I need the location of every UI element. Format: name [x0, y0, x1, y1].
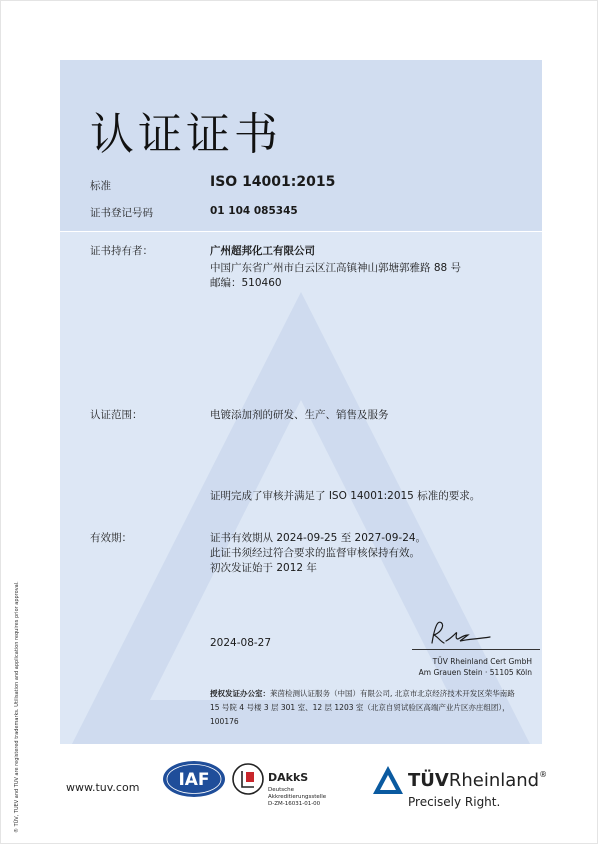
- validity-label: 有效期：: [90, 532, 132, 544]
- validity-condition: 此证书须经过符合要求的监督审核保持有效。: [210, 547, 420, 559]
- signature-line: [412, 649, 540, 650]
- authorized-office-line2: 15 号院 4 号楼 3 层 301 室、12 层 1203 室（北京自贸试验区高端产业片区亦庄组团），: [210, 703, 510, 712]
- dakks-line2: Akkreditierungsstelle: [268, 794, 327, 800]
- scope-value: 电镀添加剂的研发、生产、销售及服务: [210, 409, 389, 421]
- tuv-triangle-icon: [372, 765, 404, 795]
- trademark-note: ® TÜV, TUEV and TUV are registered trademarks. Utilisation and application requires prior approval.: [14, 581, 20, 833]
- scope-label: 认证范围：: [90, 409, 143, 421]
- authorized-office-line1: 莱茵检测认证服务（中国）有限公司, 北京市北京经济技术开发区荣华南路: [270, 689, 515, 698]
- certificate-sheet: [60, 60, 542, 744]
- dakks-logo: [230, 762, 266, 796]
- iaf-logo-text: IAF: [178, 770, 210, 790]
- standard-value: ISO 14001:2015: [210, 174, 336, 190]
- issuer-name: TÜV Rheinland Cert GmbH: [432, 657, 532, 666]
- issuer-address: Am Grauen Stein · 51105 Köln: [418, 668, 532, 677]
- tuv-wordmark-rest: Rheinland: [448, 770, 540, 791]
- tuv-wordmark-bold: TÜV: [408, 770, 449, 791]
- issue-date: 2024-08-27: [210, 637, 272, 649]
- website-link[interactable]: www.tuv.com: [66, 781, 140, 794]
- dakks-name: DAkkS: [268, 771, 309, 784]
- dakks-line1: Deutsche: [268, 787, 295, 793]
- first-issue: 初次发证始于 2012 年: [210, 562, 317, 574]
- registration-number-value: 01 104 085345: [210, 205, 298, 217]
- holder-label: 证书持有者：: [90, 245, 153, 257]
- certificate-title: 认证证书: [90, 109, 282, 160]
- authorized-office-label: 授权发证办公室：: [210, 689, 270, 698]
- signature: [428, 619, 492, 649]
- tuv-tagline: Precisely Right.: [408, 795, 501, 809]
- holder-address: 中国广东省广州市白云区江高镇神山郭塘郭雅路 88 号: [210, 262, 462, 274]
- registration-number-label: 证书登记号码: [90, 207, 153, 219]
- registered-mark: ®: [539, 770, 548, 779]
- standard-label: 标准: [90, 180, 111, 192]
- dakks-line3: D-ZM-16031-01-00: [268, 801, 321, 807]
- tuv-rheinland-wordmark: [408, 770, 547, 791]
- conformity-statement: 证明完成了审核并满足了 ISO 14001:2015 标准的要求。: [210, 490, 481, 502]
- holder-postcode: 邮编：510460: [210, 277, 282, 289]
- authorized-office-line3: 100176: [210, 717, 239, 726]
- holder-name: 广州超邦化工有限公司: [210, 245, 315, 257]
- authorized-office: [210, 687, 536, 701]
- validity-period: 证书有效期从 2024-09-25 至 2027-09-24。: [210, 532, 427, 544]
- iaf-logo: [162, 760, 226, 798]
